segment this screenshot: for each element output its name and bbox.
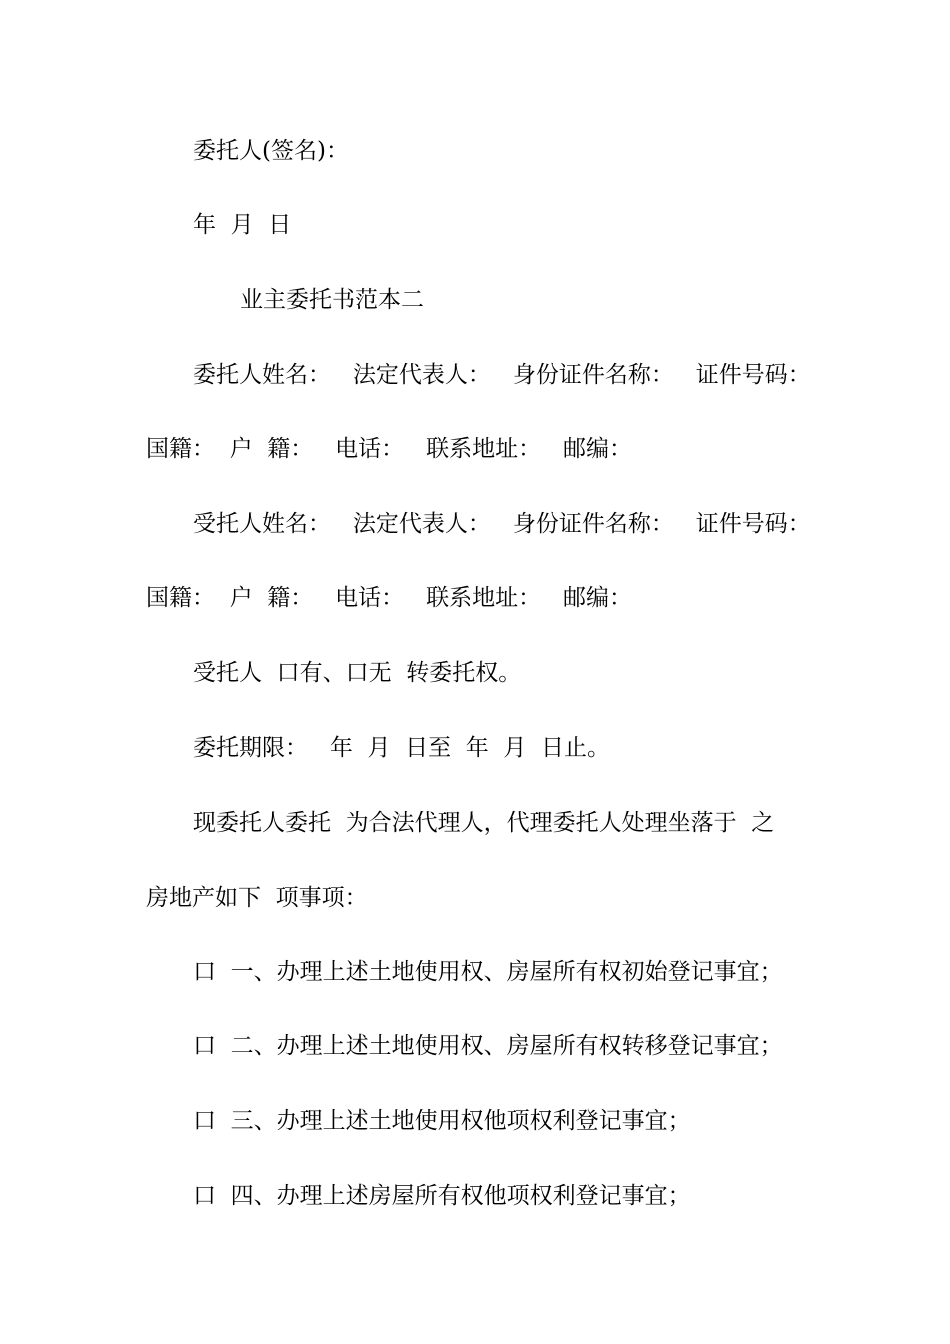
trustee-contact-line: 国籍： 户 籍： 电话： 联系地址： 邮编： bbox=[146, 585, 633, 611]
delegator-signature-line: 委托人(签名)： bbox=[193, 138, 349, 164]
matter-item-1: 口 一、办理上述土地使用权、房屋所有权初始登记事宜； bbox=[193, 959, 783, 985]
matter-item-2: 口 二、办理上述土地使用权、房屋所有权转移登记事宜； bbox=[193, 1033, 783, 1059]
matter-item-3: 口 三、办理上述土地使用权他项权利登记事宜； bbox=[193, 1108, 691, 1134]
term-line: 委托期限： 年 月 日至 年 月 日止。 bbox=[193, 735, 611, 761]
document-heading: 业主委托书范本二 bbox=[240, 287, 424, 313]
delegator-contact-line: 国籍： 户 籍： 电话： 联系地址： 邮编： bbox=[146, 436, 633, 462]
authorization-line: 现委托人委托 为合法代理人，代理委托人处理坐落于 之 bbox=[193, 810, 775, 836]
authorization-continuation-line: 房地产如下 项事项： bbox=[146, 885, 368, 911]
delegator-info-line: 委托人姓名： 法定代表人： 身份证件名称： 证件号码： bbox=[193, 362, 811, 388]
subdelegation-line: 受托人 口有、口无 转委托权。 bbox=[193, 660, 522, 686]
trustee-info-line: 受托人姓名： 法定代表人： 身份证件名称： 证件号码： bbox=[193, 511, 811, 537]
date-line: 年 月 日 bbox=[193, 212, 292, 238]
matter-item-4: 口 四、办理上述房屋所有权他项权利登记事宜； bbox=[193, 1183, 691, 1209]
